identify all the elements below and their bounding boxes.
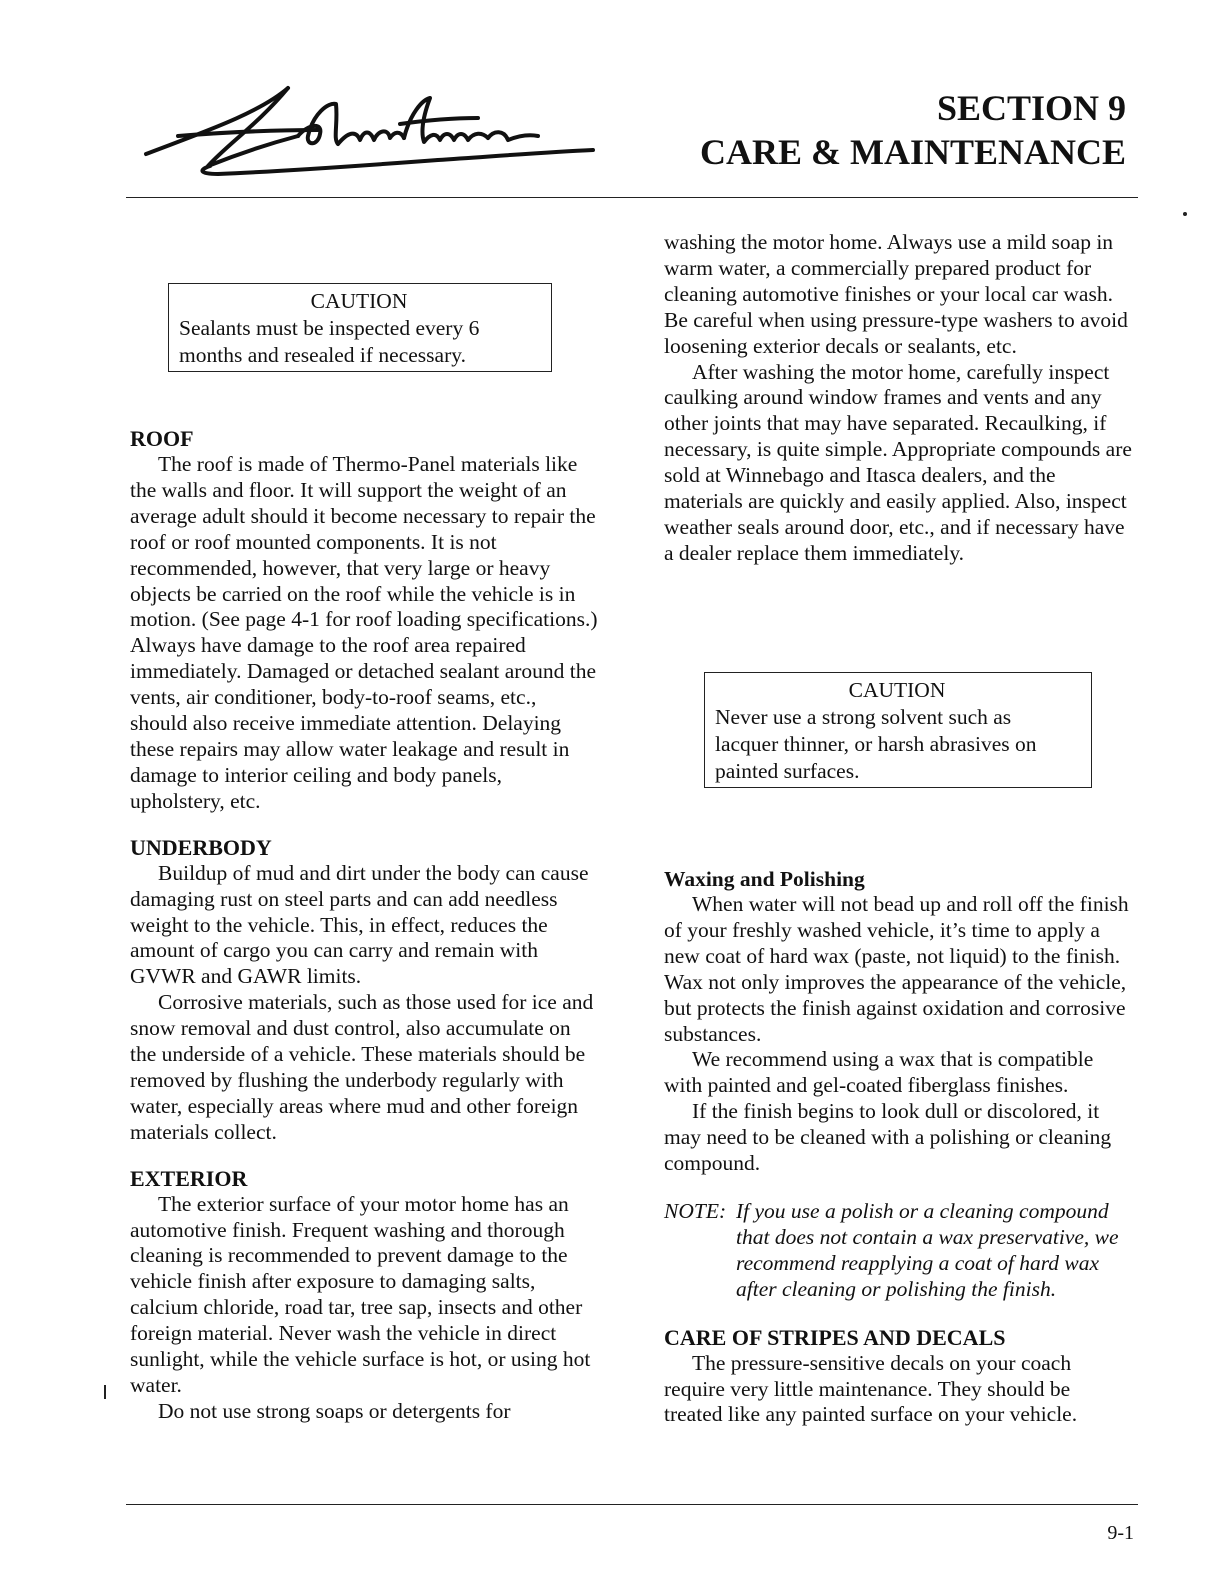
caution-title: CAUTION bbox=[848, 678, 946, 702]
scan-mark bbox=[104, 1385, 106, 1399]
exterior-paragraph-1: The exterior surface of your motor home has an automotive finish. Frequent washing and thorough cleaning is recommended to prevent damage to the vehicle finish after exposure to damaging salts, calcium chloride, road tar, tree sap, insects and other foreign material. Never wash the vehicle in direct sunlight, while the vehicle surface is hot, or using hot water. bbox=[130, 1191, 591, 1397]
right-column-bottom bbox=[664, 866, 1134, 1428]
stripes-paragraph: The pressure-sensitive decals on your coach require very little maintenance. They should be treated like any painted surface on your vehicle. bbox=[664, 1350, 1078, 1427]
left-column bbox=[130, 426, 598, 1425]
exterior-heading: EXTERIOR bbox=[130, 1165, 248, 1191]
section-name: CARE & MAINTENANCE bbox=[699, 132, 1126, 172]
caution-title: CAUTION bbox=[310, 289, 408, 313]
caution-text: Never use a strong solvent such as lacquer thinner, or harsh abrasives on painted surfaces. bbox=[715, 705, 1037, 783]
underbody-paragraph-2: Corrosive materials, such as those used for ice and snow removal and dust control, also accumulate on the underside of a vehicle. These materials should be removed by flushing the underbody regularly with water, especially areas where mud and other foreign materials collect. bbox=[130, 990, 594, 1144]
roof-heading: ROOF bbox=[130, 426, 194, 451]
waxing-paragraph-3: If the finish begins to look dull or discolored, it may need to be cleaned with a polishing or cleaning compound. bbox=[664, 1099, 1112, 1176]
note-label: NOTE: bbox=[664, 1198, 727, 1223]
caution-box-sealants bbox=[168, 283, 552, 372]
after-washing-paragraph: After washing the motor home, carefully inspect caulking around window frames and vents and any other joints that may have separated. Recaulking, if necessary, is quite simple. Appropriate compounds are sold at Winnebago and Itasca dealers, and the materials are quickly and easily applied. Also, inspect weather seals around door, etc., and if necessary have a dealer replace them immediately. bbox=[664, 359, 1132, 565]
roof-paragraph: The roof is made of Thermo-Panel materials like the walls and floor. It will support the weight of an average adult should it become necessary to repair the roof or roof mounted components. It is not recommended, however, that very large or heavy objects be carried on the roof while the vehicle is in motion. (See page 4-1 for roof loading specifications.) Always have damage to the roof area repaired immediately. Damaged or detached sealant around the vents, air conditioner, body-to-roof seams, etc., should also receive immediate attention. Delaying these repairs may allow water leakage and result in damage to interior ceiling and body panels, upholstery, etc. bbox=[130, 452, 598, 813]
section-number: SECTION 9 bbox=[936, 88, 1126, 128]
underbody-paragraph-1: Buildup of mud and dirt under the body can cause damaging rust on steel parts and can add needless weight to the vehicle. This, in effect, reduces the amount of cargo you can carry and remain with GVWR and GAWR limits. bbox=[130, 860, 589, 989]
note-block bbox=[664, 1199, 1134, 1303]
header-rule bbox=[126, 197, 1138, 198]
waxing-paragraph-2: We recommend using a wax that is compatible with painted and gel-coated fiberglass finishes. bbox=[664, 1047, 1094, 1098]
exterior-paragraph-2: Do not use strong soaps or detergents for bbox=[158, 1398, 511, 1423]
waxing-heading: Waxing and Polishing bbox=[664, 867, 865, 891]
section-title bbox=[700, 86, 1126, 174]
note-text: If you use a polish or a cleaning compound that does not contain a wax preservative, we recommend reapplying a coat of hard wax after cleaning or polishing the finish. bbox=[736, 1198, 1119, 1301]
caution-text: Sealants must be inspected every 6 months and resealed if necessary. bbox=[179, 316, 480, 367]
scan-dot bbox=[1183, 212, 1187, 216]
page-number: 9-1 bbox=[1107, 1522, 1134, 1544]
waxing-paragraph-1: When water will not bead up and roll off the finish of your freshly washed vehicle, it’s time to apply a new coat of hard wax (paste, not liquid) to the finish. Wax not only improves the appearance of the vehicle, but protects the finish against oxidation and corrosive substances. bbox=[664, 892, 1129, 1046]
adventurer-logo bbox=[138, 74, 598, 184]
stripes-heading: CARE OF STRIPES AND DECALS bbox=[664, 1324, 1006, 1350]
right-column-top bbox=[664, 230, 1134, 567]
underbody-heading: UNDERBODY bbox=[130, 834, 272, 860]
caution-box-solvents bbox=[704, 672, 1092, 788]
logo-signature-icon bbox=[138, 74, 598, 184]
footer-rule bbox=[126, 1504, 1138, 1505]
washing-continued-paragraph: washing the motor home. Always use a mild soap in warm water, a commercially prepared product for cleaning automotive finishes or your local car wash. Be careful when using pressure-type washers to avoid loosening exterior decals or sealants, etc. bbox=[664, 230, 1128, 358]
